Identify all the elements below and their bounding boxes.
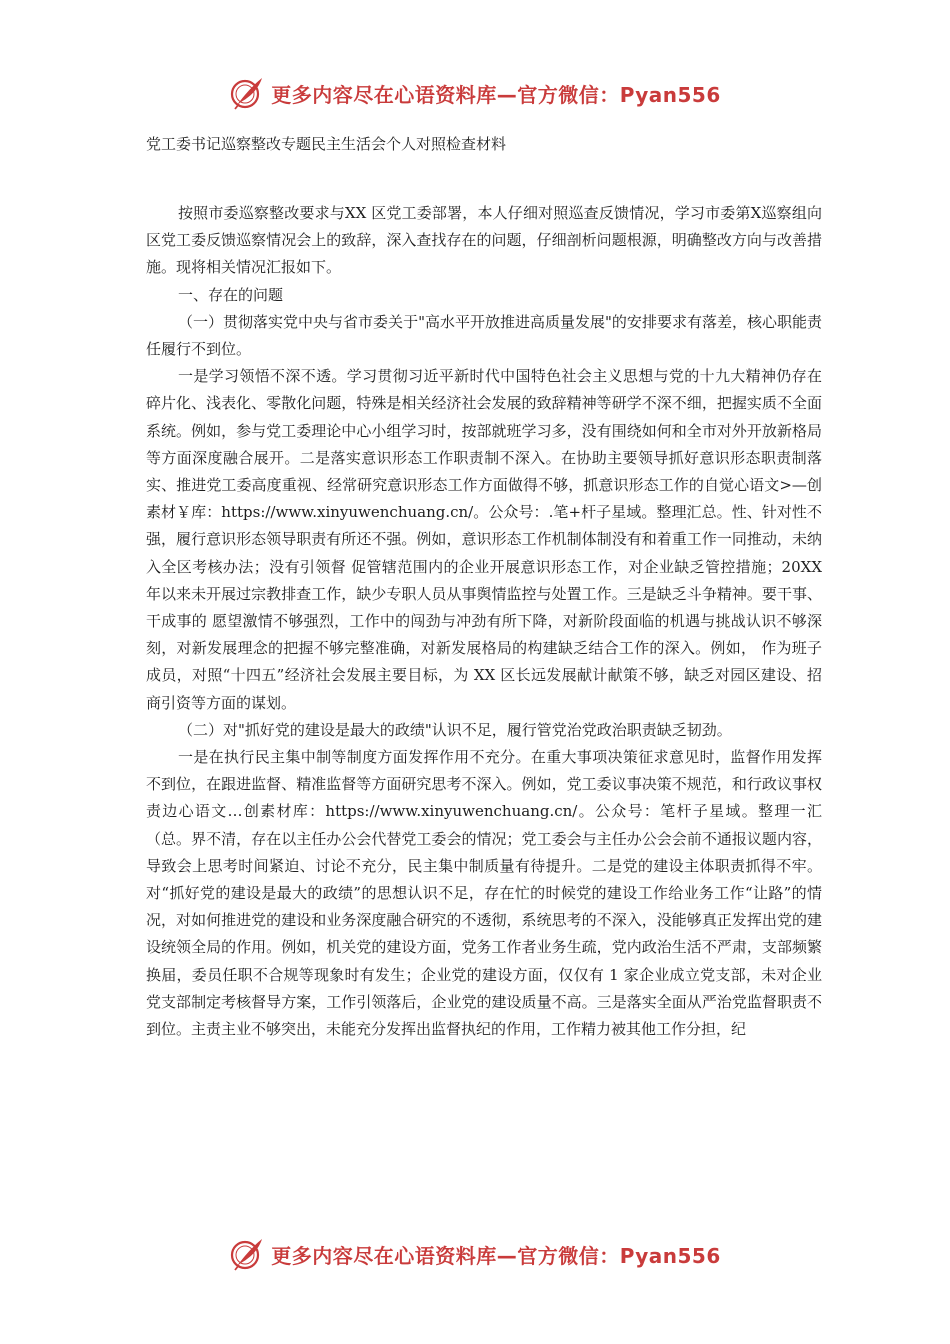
watermark-text: 更多内容尽在心语资料库—官方微信：Pyan556 <box>271 82 721 107</box>
body-paragraph-1: 一是学习领悟不深不透。学习贯彻习近平新时代中国特色社会主义思想与党的十九大精神仍存在碎片化、浅表化、零散化问题，特殊是相关经济社会发展的致辞精神等研学不深不细，把握实质不全面系统。例如，参与党工委理论中心小组学习时，按部就班学习多，没有围绕如何和全市对外开放新格局等方面深度融合展开。二是落实意识形态工作职责制不深入。在协助主要领导抓好意识形态职责制落实、推进党工委高度重视、经常研究意识形态工作方面做得不够，抓意识形态工作的自觉心语文>—创素材￥库：https://www.xinyuwenchuang.cn/。公众号：.笔+杆子星域。整理汇总。性、针对性不强，履行意识形态领导职责有所还不强。例如，意识形态工作机制体制没有和着重工作一同推动，未纳入全区考核办法；没有引领督 促管辖范围内的企业开展意识形态工作，对企业缺乏管控措施；20XX 年以来未开展过宗教排查工作，缺少专职人员从事舆情监控与处置工作。三是缺乏斗争精神。要干事、干成事的 愿望激情不够强烈，工作中的闯劲与冲劲有所下降，对新阶段面临的机遇与挑战认识不够深 刻，对新发展理念的把握不够完整准确，对新发展格局的构建缺乏结合工作的深入。例如， 作为班子成员，对照“十四五”经济社会发展主要目标，为 XX 区长远发展献计献策不够，缺乏对园区建设、招商引资等方面的谋划。 <box>146 367 822 712</box>
intro-paragraph: 按照市委巡察整改要求与XX 区党工委部署，本人仔细对照巡查反馈情况，学习市委第X巡察组向区党工委反馈巡察情况会上的致辞，深入查找存在的问题，仔细剖析问题根源，明确整改方向与改善措施。现将相关情况汇报如下。 <box>146 204 822 277</box>
subsection-heading-2: （二）对"抓好党的建设是最大的政绩"认识不足，履行管党治党政治职责缺乏韧劲。 <box>178 720 732 739</box>
watermark-text: 更多内容尽在心语资料库—官方微信：Pyan556 <box>271 1243 721 1268</box>
subsection-heading-1: （一）贯彻落实党中央与省市委关于"高水平开放推进高质量发展"的安排要求有落差，核心职能责任履行不到位。 <box>146 312 822 359</box>
document-title: 党工委书记巡察整改专题民主生活会个人对照检查材料 <box>146 135 507 153</box>
section-heading: 一、存在的问题 <box>178 285 284 304</box>
watermark-banner-top <box>0 73 950 113</box>
body-paragraph-2: 一是在执行民主集中制等制度方面发挥作用不充分。在重大事项决策征求意见时，监督作用发挥不到位，在跟进监督、精准监督等方面研究思考不深入。例如，党工委议事决策不规范，和行政议事权责边心语文…创素材库：https://www.xinyuwenchuang.cn/。公众号：笔杆子星域。整理一汇（总。界不清，存在以主任办公会代替党工委会的情况；党工委会与主任办公会会前不通报议题内容，导致会上思考时间紧迫、讨论不充分，民主集中制质量有待提升。二是党的建设主体职责抓得不牢。对“抓好党的建设是最大的政绩”的思想认识不足，存在忙的时候党的建设工作给业务工作“让路”的情况，对如何推进党的建设和业务深度融合研究的不透彻，系统思考的不深入，没能够真正发挥出党的建设统领全局的作用。例如，机关党的建设方面，党务工作者业务生疏，党内政治生活不严肃，支部频繁换届，委员任职不合规等现象时有发生；企业党的建设方面，仅仅有 1 家企业成立党支部，未对企业党支部制定考核督导方案，工作引领落后，企业党的建设质量不高。三是落实全面从严治党监督职责不到位。主责主业不够突出，未能充分发挥出监督执纪的作用，工作精力被其他工作分担，纪 <box>146 748 822 1039</box>
quill-pen-logo-icon <box>229 1236 265 1272</box>
watermark-banner-bottom <box>0 1234 950 1274</box>
document-body <box>146 200 822 1043</box>
quill-pen-logo-icon <box>229 75 265 111</box>
